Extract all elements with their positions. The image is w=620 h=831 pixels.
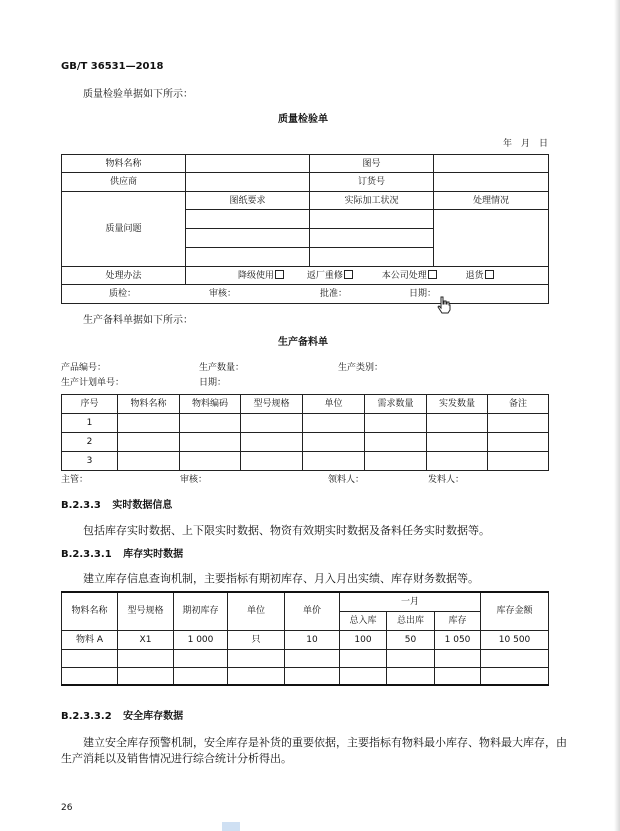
section-title: 库存实时数据 [123,549,184,560]
qc-col-drawing-req: 图纸要求 [186,192,310,210]
prep-header: 实发数量 [427,395,488,414]
prep-supervisor-label: 主管： [61,475,89,485]
qc-issue-cell [186,229,310,248]
prep-form-title: 生产备料单 [278,337,328,348]
section-heading [61,548,183,562]
inv-header: 单位 [228,592,285,630]
inv-cell: 物料 A [62,630,118,649]
inv-header: 型号规格 [118,592,174,630]
quality-inspection-table [61,154,549,304]
qc-issue-cell [310,248,434,267]
section-number: B.2.3.3.2 [61,711,112,722]
inv-cell: 10 [285,630,340,649]
inv-header: 总入库 [340,611,387,630]
prep-row-index: 3 [62,452,118,471]
table-row [62,414,549,433]
paragraph: 包括库存实时数据、上下限实时数据、物资有效期实时数据及备料任务实时数据等。 [83,524,490,537]
qc-issue-cell [310,210,434,229]
qc-order-no-label: 订货号 [310,173,434,192]
checkbox-icon [485,270,494,279]
qc-col-handling: 处理情况 [434,192,549,210]
qc-date-line: 年 月 日 [503,139,549,149]
inventory-table [61,591,549,686]
qc-order-no-cell [434,173,549,192]
inv-cell: 100 [340,630,387,649]
paragraph: 建立库存信息查询机制，主要指标有期初库存、月入月出实绩、库存财务数据等。 [83,572,479,585]
section-number: B.2.3.3 [61,500,101,511]
prep-intro-text: 生产备料单据如下所示： [83,315,193,326]
page-edge-shadow [614,0,620,831]
qc-drawing-no-label: 图号 [310,155,434,173]
option-inhouse: 本公司处理 [382,271,437,281]
prep-row-index: 1 [62,414,118,433]
prep-header: 型号规格 [241,395,303,414]
inv-header: 一月 [340,592,481,611]
paragraph: 建立安全库存预警机制，安全库存是补货的重要依据，主要指标有物料最小库存、物料最大库存，由 [83,736,567,749]
qc-quality-issue-label: 质量问题 [62,192,186,267]
checkbox-icon [428,270,437,279]
hand-cursor-icon [436,296,452,314]
qc-method-label: 处理办法 [62,267,186,285]
qc-issue-cell [186,248,310,267]
inv-cell: 10 500 [481,630,549,649]
section-title: 实时数据信息 [112,500,173,511]
table-row [62,649,549,667]
prep-header: 物料编码 [180,395,241,414]
qc-sign-reviewer: 审核： [209,289,237,299]
prep-picker-label: 领料人： [328,475,365,485]
table-row [62,452,549,471]
table-row [62,630,549,649]
qc-intro-text: 质量检验单据如下所示： [83,89,193,100]
inv-cell: 50 [387,630,435,649]
prep-row-index: 2 [62,433,118,452]
prep-review-label: 审核： [180,475,208,485]
inv-header: 单价 [285,592,340,630]
prep-date-label: 日期： [199,378,227,388]
qc-sign-inspector: 质检： [109,289,137,299]
prep-header: 单位 [303,395,365,414]
inv-cell: 只 [228,630,285,649]
qc-supplier-cell [186,173,310,192]
prep-plan-no-label: 生产计划单号： [61,378,125,388]
prep-prod-type-label: 生产类别： [338,363,384,373]
checkbox-icon [344,270,353,279]
inv-header: 物料名称 [62,592,118,630]
qc-material-name-cell [186,155,310,173]
qc-issue-cell [186,210,310,229]
inv-header: 总出库 [387,611,435,630]
option-return-repair: 返厂重修 [307,271,353,281]
page-number: 26 [61,803,73,813]
inv-cell: 1 000 [174,630,228,649]
qc-issue-cell [310,229,434,248]
prep-issuer-label: 发料人： [428,475,465,485]
qc-method-options [186,267,549,285]
checkbox-icon [275,270,284,279]
prep-header: 备注 [488,395,549,414]
table-row [62,433,549,452]
inv-header: 期初库存 [174,592,228,630]
scrollbar-thumb[interactable] [222,822,240,831]
inv-header: 库存 [435,611,481,630]
prep-header: 物料名称 [118,395,180,414]
inv-cell: X1 [118,630,174,649]
option-downgrade: 降级使用 [238,271,284,281]
prep-header: 序号 [62,395,118,414]
inv-header: 库存金额 [481,592,549,630]
qc-col-actual: 实际加工状况 [310,192,434,210]
qc-supplier-label: 供应商 [62,173,186,192]
section-heading [61,499,172,513]
qc-handling-cell [434,210,549,267]
prep-prod-qty-label: 生产数量： [199,363,245,373]
qc-drawing-no-cell [434,155,549,173]
section-heading [61,710,183,724]
standard-number: GB/T 36531—2018 [61,61,164,72]
qc-sign-row [62,285,549,304]
inv-cell: 1 050 [435,630,481,649]
section-number: B.2.3.3.1 [61,549,112,560]
qc-form-title: 质量检验单 [278,114,328,125]
table-row [62,667,549,685]
qc-sign-date: 日期： [409,289,437,299]
prep-header: 需求数量 [365,395,427,414]
qc-material-name-label: 物料名称 [62,155,186,173]
section-title: 安全库存数据 [123,711,184,722]
option-return-goods: 退货 [466,271,494,281]
production-prep-table [61,394,549,471]
qc-sign-approver: 批准： [320,289,348,299]
paragraph: 生产消耗以及销售情况进行综合统计分析得出。 [61,752,292,765]
prep-product-no-label: 产品编号： [61,363,107,373]
